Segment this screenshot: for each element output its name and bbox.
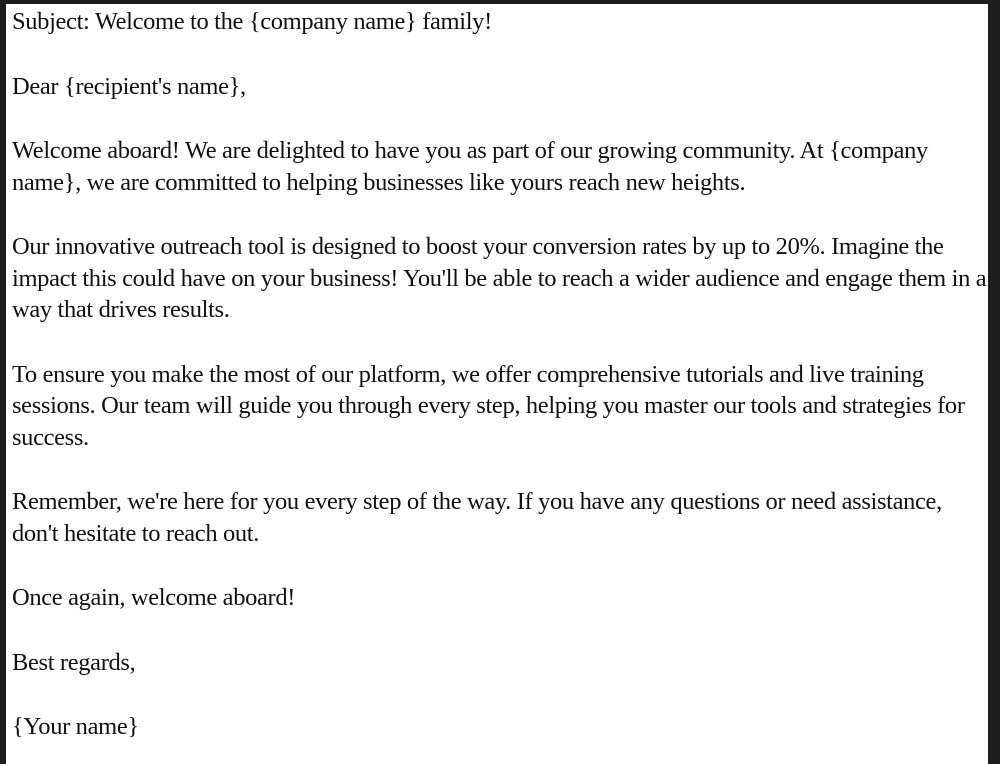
- email-greeting: Dear {recipient's name},: [12, 72, 246, 100]
- document-frame: [6, 4, 988, 764]
- email-paragraph: Once again, welcome aboard!: [12, 584, 296, 611]
- email-body: [6, 4, 988, 743]
- email-signature: {Your name}: [12, 713, 139, 740]
- email-subject: Subject: Welcome to the {company name} family!: [12, 8, 492, 35]
- email-paragraph: To ensure you make the most of our platform, we offer comprehensive tutorials and live training sessions. Our team will guide you through every step, helping you master our tools and strategies for success.: [12, 360, 965, 451]
- email-closing: Best regards,: [12, 648, 136, 676]
- email-paragraph: Welcome aboard! We are delighted to have you as part of our growing community. At {company name}, we are committed to helping businesses like yours reach new heights.: [12, 137, 928, 196]
- email-paragraph: Our innovative outreach tool is designed to boost your conversion rates by up to 20%. Imagine the impact this could have on your business! You'll be able to reach a wider audience and engage them in a way that drives results.: [12, 233, 987, 323]
- email-paragraph: Remember, we're here for you every step of the way. If you have any questions or need assistance, don't hesitate to reach out.: [12, 488, 942, 547]
